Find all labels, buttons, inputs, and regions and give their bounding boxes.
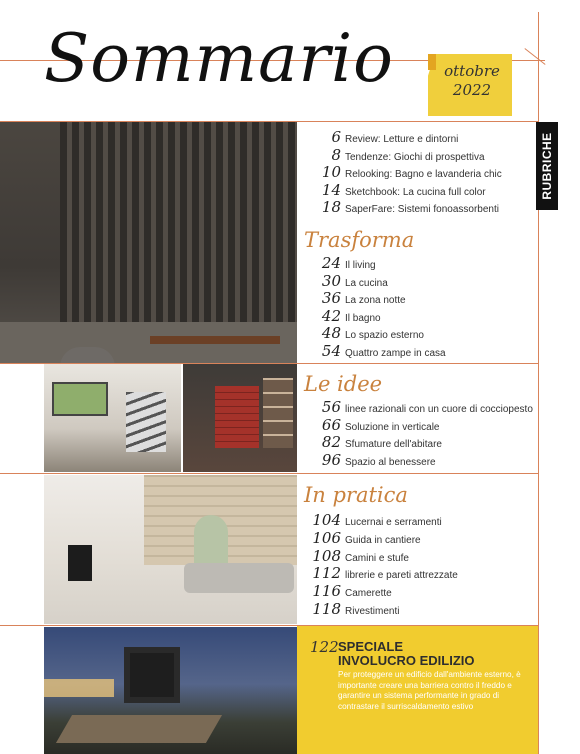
section-title-trasforma: Trasforma (304, 228, 415, 252)
wood-slat-wall (60, 122, 297, 322)
entry-title: La zona notte (345, 295, 406, 306)
page-number: 14 (321, 180, 341, 199)
page-number: 10 (321, 163, 341, 182)
speciale-title-line1: SPECIALE (338, 639, 404, 654)
toc-entry[interactable] (305, 600, 458, 618)
kitchen-stairs-photo (44, 364, 181, 472)
entry-title: Review: Letture e dintorni (345, 134, 459, 145)
toc-entry[interactable] (305, 198, 502, 216)
toc-entry[interactable] (305, 529, 458, 547)
toc-entry[interactable] (305, 511, 458, 529)
staircase (126, 392, 166, 452)
toc-entry[interactable] (305, 163, 502, 181)
page-number: 104 (312, 511, 341, 529)
sofa (184, 563, 294, 593)
toc-entry[interactable] (305, 146, 502, 164)
page-number: 56 (321, 398, 341, 416)
entry-title: Spazio al benessere (345, 456, 436, 468)
toc-entry[interactable] (305, 289, 446, 307)
entry-title: Quattro zampe in casa (345, 347, 446, 359)
page-number: 82 (321, 433, 341, 451)
page-number: 116 (312, 582, 341, 601)
toc-entry[interactable] (305, 128, 502, 146)
section-divider (0, 363, 538, 364)
date-badge-fold (428, 54, 436, 70)
brick-fireplace (215, 386, 259, 448)
page-number: 118 (312, 599, 341, 618)
toc-entry[interactable] (305, 582, 458, 600)
fireplace-insert (68, 545, 92, 581)
toc-entry[interactable] (305, 254, 446, 272)
page-number: 96 (321, 450, 341, 469)
entry-title: Guida in cantiere (345, 534, 421, 546)
issue-year: 2022 (452, 81, 492, 99)
page-number: 6 (331, 128, 341, 146)
page-number: 108 (312, 546, 341, 565)
page-number: 42 (321, 306, 341, 325)
entry-title: Il living (345, 260, 376, 271)
lit-facade (44, 679, 114, 697)
walkway (56, 715, 222, 743)
entry-title: Lucernai e serramenti (345, 517, 442, 528)
window (52, 382, 108, 416)
toc-entry[interactable] (305, 433, 533, 451)
toc-entry[interactable] (305, 564, 458, 582)
entry-title: Rivestimenti (345, 605, 400, 617)
speciale-page-number: 122 (310, 638, 339, 656)
red-brick-living-photo (183, 364, 297, 472)
section-divider (0, 121, 538, 122)
speciale-title-line2: INVOLUCRO EDILIZIO (338, 653, 475, 668)
page-title: Sommario (44, 20, 394, 97)
page-number: 8 (331, 145, 341, 164)
entry-title: librerie e pareti attrezzate (345, 570, 458, 582)
toc-entry[interactable] (305, 342, 446, 360)
section-title-idee: Le idee (304, 372, 383, 396)
entry-title: Sfumature dell'abitare (345, 439, 442, 450)
entry-title: Relooking: Bagno e lavanderia chic (345, 169, 502, 181)
page-number: 48 (321, 324, 341, 342)
toc-entry[interactable] (305, 324, 446, 342)
page-number: 106 (312, 528, 341, 547)
toc-entry[interactable] (305, 307, 446, 325)
page-number: 36 (321, 289, 341, 307)
entry-title: La cucina (345, 277, 388, 289)
entry-title: linee razionali con un cuore di cocciopesto (345, 404, 533, 415)
toc-entry[interactable] (305, 547, 458, 565)
toc-entry[interactable] (305, 451, 533, 469)
corner-mark (524, 48, 545, 65)
toc-entry[interactable] (305, 416, 533, 434)
speciale-description: Per proteggere un edificio dall'ambiente esterno, è importante creare una barriera contro il freddo e garantire un sistema performante in grado di contrastare il surriscaldamento estivo (338, 670, 521, 711)
issue-month: ottobre (444, 62, 500, 80)
stone-wall-living-photo (44, 475, 297, 624)
page-number: 66 (321, 415, 341, 434)
desk (150, 336, 280, 344)
entry-title: Sketchbook: La cucina full color (345, 186, 486, 198)
building (124, 647, 180, 703)
pratica-list (305, 511, 458, 618)
living-desk-photo (0, 122, 297, 363)
arched-window (194, 515, 228, 565)
entry-title: Tendenze: Giochi di prospettiva (345, 151, 485, 163)
entry-title: Camerette (345, 588, 392, 600)
entry-title: Lo spazio esterno (345, 330, 424, 341)
rubriche-tab (536, 122, 558, 210)
rubriche-list (305, 128, 502, 216)
toc-entry[interactable] (305, 272, 446, 290)
toc-entry[interactable] (305, 181, 502, 199)
building-dusk-photo (44, 627, 297, 754)
rubriche-tab-label: RUBRICHE (540, 132, 554, 200)
entry-title: Camini e stufe (345, 552, 409, 564)
trasforma-list (305, 254, 446, 359)
bookshelf (263, 378, 293, 448)
page-number: 30 (321, 271, 341, 290)
toc-entry[interactable] (305, 398, 533, 416)
idee-list (305, 398, 533, 468)
page-number: 54 (321, 341, 341, 360)
entry-title: Il bagno (345, 312, 381, 324)
entry-title: Soluzione in verticale (345, 421, 440, 433)
page-number: 18 (321, 198, 341, 217)
page-number: 112 (312, 564, 341, 583)
entry-title: SaperFare: Sistemi fonoassorbenti (345, 204, 499, 216)
section-title-pratica: In pratica (304, 483, 408, 507)
speciale-title (338, 640, 533, 668)
issue-date (436, 62, 508, 100)
page-number: 24 (321, 254, 341, 272)
section-divider (0, 473, 538, 474)
